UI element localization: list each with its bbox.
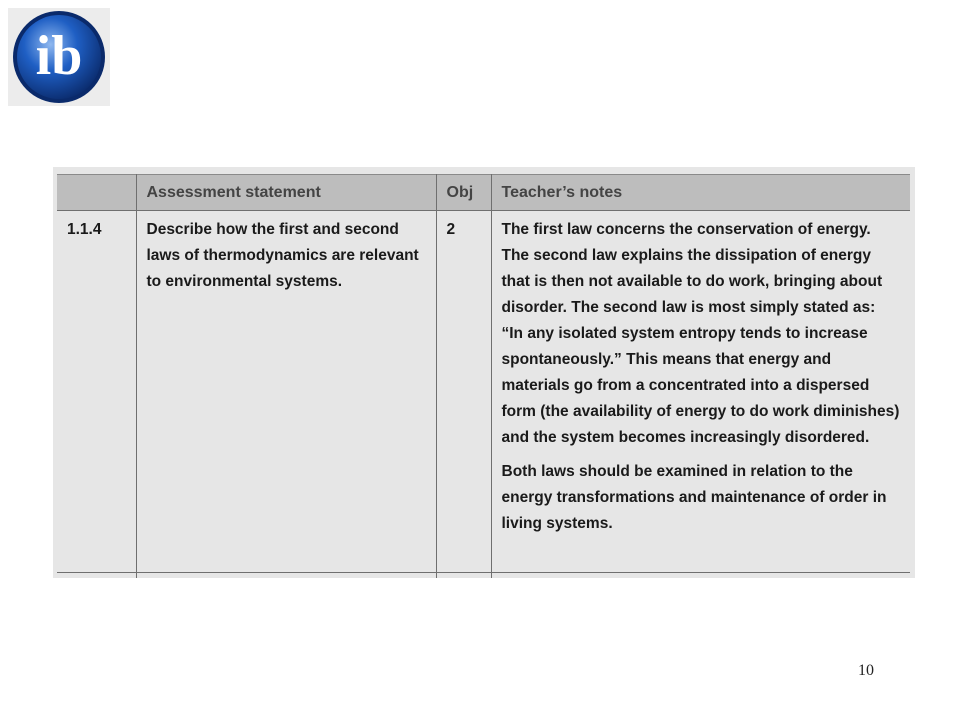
header-obj: Obj bbox=[436, 175, 491, 211]
notes-paragraph-2: Both laws should be examined in relation to the energy transformations and maintenance of order in living systems. bbox=[501, 463, 887, 532]
cell-assessment-statement: Describe how the first and second laws of thermodynamics are relevant to environmental systems. bbox=[136, 211, 436, 573]
ib-logo-letters: ib bbox=[35, 25, 83, 87]
ib-logo-icon bbox=[8, 8, 110, 106]
ib-logo bbox=[8, 8, 110, 106]
page-number: 10 bbox=[858, 662, 874, 679]
table-row bbox=[57, 211, 910, 573]
header-teachers-notes: Teacher’s notes bbox=[491, 175, 910, 211]
table-header-row bbox=[57, 175, 910, 211]
cell-teachers-notes bbox=[491, 211, 910, 573]
syllabus-table bbox=[57, 174, 910, 578]
header-assessment-statement: Assessment statement bbox=[136, 175, 436, 211]
cell-obj: 2 bbox=[436, 211, 491, 573]
notes-paragraph-1: The first law concerns the conservation of energy. The second law explains the dissipation of energy that is then not available to do work, bringing about disorder. The second law is most simply stated as: “In any isolated system entropy tends to increase spontaneously.” This means that energy and materials go from a concentrated into a dispersed form (the availability of energy to do work diminishes) and the system becomes increasingly disordered. bbox=[501, 221, 900, 446]
syllabus-table-image bbox=[53, 167, 915, 578]
header-code bbox=[57, 175, 136, 211]
cell-code: 1.1.4 bbox=[57, 211, 136, 573]
table-row-next bbox=[57, 573, 910, 579]
